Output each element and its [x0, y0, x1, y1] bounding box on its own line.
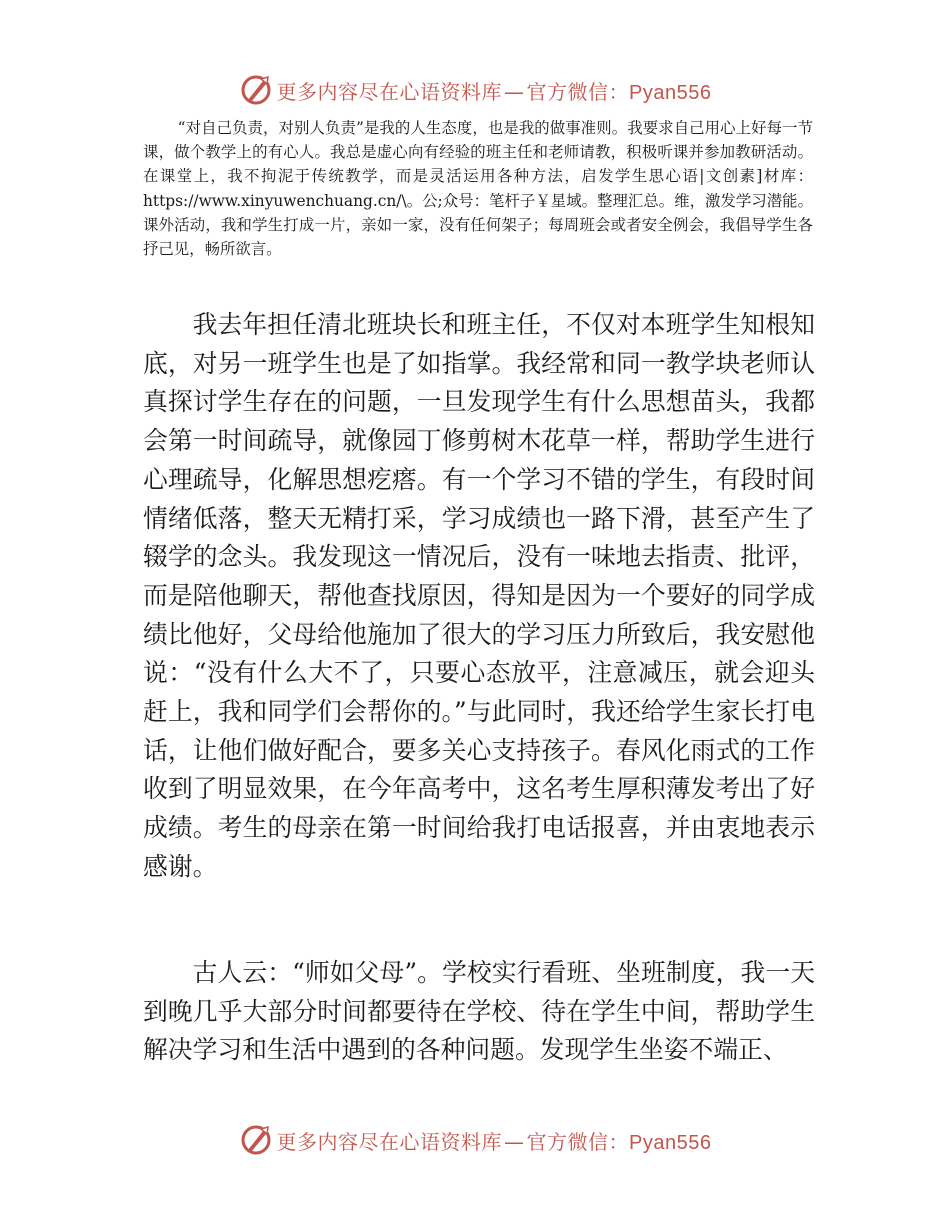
paragraph-1: “对自己负责，对别人负责”是我的人生态度，也是我的做事准则。我要求自己用心上好每一节课，做个教学上的有心人。我总是虚心向有经验的班主任和老师请教，积极听课并参加教研活动。在课堂上，我不拘泥于传统教学，而是灵活运用各种方法，启发学生思心语|文创素]材库：https://www.xinyuwenchuang.cn/\。公;众号：笔杆子￥星域。整理汇总。维，激发学习潜能。课外活动，我和学生打成一片，亲如一家，没有任何架子；每周班会或者安全例会，我倡导学生各抒己见，畅所欲言。 — [143, 119, 813, 259]
banner-text — [277, 76, 712, 105]
quill-logo-icon — [239, 73, 273, 107]
banner-main-text: 更多内容尽在心语资料库 — [276, 79, 503, 104]
footer-watermark — [0, 1120, 950, 1160]
banner-separator: — — [504, 1129, 525, 1154]
banner-handle: Pyan556 — [629, 1131, 712, 1154]
banner-separator: — — [504, 79, 525, 104]
banner-handle: Pyan556 — [629, 81, 712, 104]
banner-text — [277, 1126, 712, 1155]
paragraph-2: 我去年担任清北班块长和班主任，不仅对本班学生知根知底，对另一班学生也是了如指掌。我经常和同一教学块老师认真探讨学生存在的问题，一旦发现学生有什么思想苗头，我都会第一时间疏导，就像园丁修剪树木花草一样，帮助学生进行心理疏导，化解思想疙瘩。有一个学习不错的学生，有段时间情绪低落，整天无精打采，学习成绩也一路下滑，甚至产生了辍学的念头。我发现这一情况后，没有一味地去指责、批评，而是陪他聊天，帮他查找原因，得知是因为一个要好的同学成绩比他好，父母给他施加了很大的学习压力所致后，我安慰他说：“没有什么大不了，只要心态放平，注意减压，就会迎头赶上，我和同学们会帮你的。”与此同时，我还给学生家长打电话，让他们做好配合，要多关心支持孩子。春风化雨式的工作收到了明显效果，在今年高考中，这名考生厚积薄发考出了好成绩。考生的母亲在第一时间给我打电话报喜，并由衷地表示感谢。 — [143, 310, 815, 881]
banner-contact-label: 官方微信： — [526, 79, 630, 104]
paragraph-3: 古人云：“师如父母”。学校实行看班、坐班制度，我一天到晚几乎大部分时间都要待在学校、待在学生中间，帮助学生解决学习和生活中遇到的各种问题。发现学生坐姿不端正、 — [143, 958, 815, 1065]
quill-logo-icon — [239, 1123, 273, 1157]
header-watermark — [0, 70, 950, 110]
banner-contact-label: 官方微信： — [526, 1129, 630, 1154]
banner-main-text: 更多内容尽在心语资料库 — [276, 1129, 503, 1154]
